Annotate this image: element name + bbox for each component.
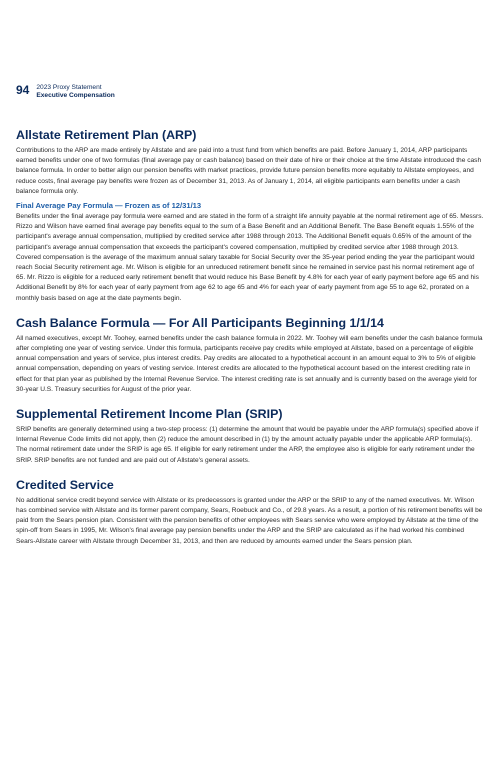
- section-credited-service: [16, 478, 484, 547]
- section-paragraph: No additional service credit beyond service with Allstate or its predecessors is granted under the ARP or the SRIP to any of the named executives. Mr. Wilson has combined service with Allstate and its former parent company, Sears, Roebuck and Co., of 29.8 years. As a result, a portion of his retirement benefits will be paid from the Sears pension plan. Consistent with the pension benefits of other employees with Sears service who were employed by Allstate at the time of the spin-off from Sears in 1995, Mr. Wilson's final average pay pension benefits under the ARP and the SRIP are calculated as if he had worked his combined Sears-Allstate career with Allstate through December 31, 2013, and then are reduced by amounts earned under the Sears pension plan.: [16, 496, 483, 545]
- section-arp: [16, 128, 484, 304]
- page-number: 94: [16, 83, 30, 97]
- section-heading: Credited Service: [16, 477, 114, 492]
- page-header: [16, 84, 115, 100]
- document-title: 2023 Proxy Statement: [36, 84, 102, 91]
- section-subheading: Final Average Pay Formula — Frozen as of 12/31/13: [16, 201, 202, 211]
- section-name: Executive Compensation: [36, 92, 115, 99]
- section-heading: Supplemental Retirement Income Plan (SRIP): [16, 407, 283, 422]
- main-content: [16, 128, 484, 559]
- section-sub-paragraph: Benefits under the final average pay formula were earned and are stated in the form of a straight life annuity payable at the normal retirement age of 65. Messrs. Rizzo and Wilson have earned final average pay benefits equal to the sum of a Base Benefit and an Additional Benefit. The Base Benefit equals 1.55% of the participant's average annual compensation, multiplied by credited service after 1988 through 2013. The Additional Benefit equals 0.65% of the amount of the participant's average annual compensation that exceeds the participant's covered compensation, multiplied by credited service after 1988 through 2013. Covered compensation is the average of the maximum annual salary taxable for Social Security over the 35-year period ending the year the participant would reach Social Security retirement age. Mr. Wilson is eligible for an unreduced retirement benefit since he remained in service past his normal retirement age of 65. Mr. Rizzo is eligible for a reduced early retirement benefit that would reduce his Base Benefit by 4.8% for each year of early payment before age 65 and his Additional Benefit by 8% for each year of early payment from age 62 to age 65 and 4% for each year of early payment from age 55 to age 62, prorated on a monthly basis based on age at the date payments begin.: [16, 213, 484, 302]
- section-cash-balance: [16, 316, 484, 395]
- section-paragraph: Contributions to the ARP are made entirely by Allstate and are paid into a trust fund from which benefits are paid. Before January 1, 2014, ARP participants earned benefits under one of two formulas (final average pay or cash balance) based on their date of hire or their choice at the time Allstate introduced the cash balance formula. In order to better align our pension benefits with market practices, provide future pension benefits more equitably to Allstate employees, and reduce costs, final average pay benefits were frozen as of December 31, 2013. As of January 1, 2014, all eligible participants earn benefits under a cash balance formula only.: [16, 147, 482, 195]
- section-heading: Allstate Retirement Plan (ARP): [16, 128, 197, 142]
- section-paragraph: SRIP benefits are generally determined using a two-step process: (1) determine the amount that would be payable under the ARP formula(s) specified above if Internal Revenue Code limits did not apply, then (2) reduce the amount described in (1) by the amount actually payable under the applicable ARP formula(s). The normal retirement date under the SRIP is age 65. If eligible for early retirement under the ARP, the employee also is eligible for early retirement under the SRIP. SRIP benefits are not funded and are paid out of Allstate's general assets.: [16, 426, 479, 464]
- section-paragraph: All named executives, except Mr. Toohey, earned benefits under the cash balance formula in 2022. Mr. Toohey will earn benefits under the cash balance formula after completing one year of vesting service. Under this formula, participants receive pay credits while employed at Allstate, based on a percentage of eligible annual compensation and years of service, plus interest credits. Pay credits are allocated to a hypothetical account in an amount equal to 3% to 5% of eligible annual compensation, depending on years of vesting service. Interest credits are allocated to the hypothetical account based on the interest crediting rate in effect for that plan year as published by the Internal Revenue Service. The interest crediting rate is set annually and is currently based on the average yield for 30-year U.S. Treasury securities for August of the prior year.: [16, 334, 483, 393]
- header-text: [36, 84, 114, 100]
- section-heading: Cash Balance Formula — For All Participants Beginning 1/1/14: [16, 315, 384, 330]
- section-srip: [16, 407, 484, 466]
